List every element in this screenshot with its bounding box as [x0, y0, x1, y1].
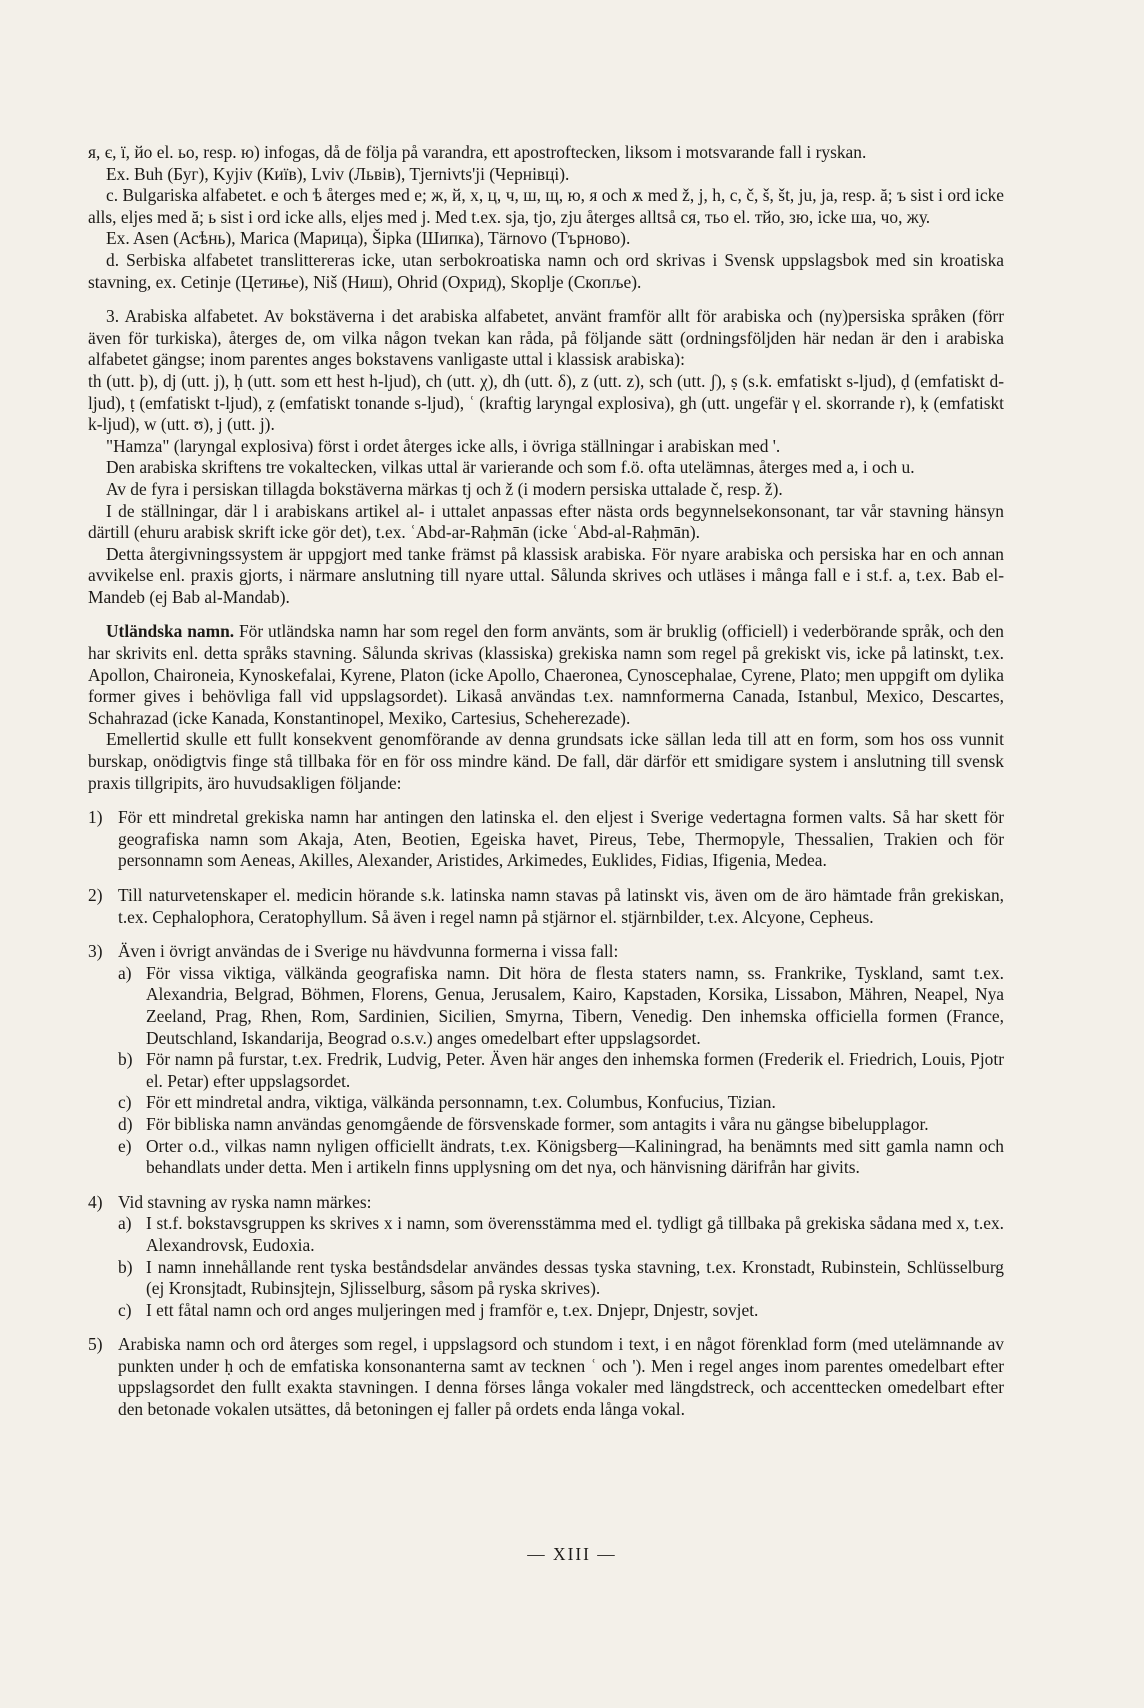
- item-letter: c): [118, 1299, 132, 1320]
- item-number: 4): [88, 1191, 103, 1212]
- item-number: 1): [88, 807, 103, 828]
- list-item-3e: [88, 1136, 1004, 1179]
- para-bulgarian-examples: Ex. Asen (Асѣнь), Marica (Марица), Šipka (Шипка), Tärnovo (Търново).: [106, 228, 631, 249]
- list-item-4a: [88, 1213, 1004, 1256]
- para-intro-ukrainian: я, є, ї, йо el. ьо, resp. ю) infogas, då de följa på varandra, ett apostroftecken, liksom i motsvarande fall i ryskan.: [88, 142, 867, 162]
- item-text: För ett mindretal grekiska namn har antingen den latinska el. den eljest i Sverige vedertagna formen valts. Så har skett för geografiska namn som Akaja, Aten, Beotien, Egeiska havet, Pireus, Tebe, Thermopyle, Thessalien, Trakien och för personnamn som Aeneas, Akilles, Alexander, Aristides, Arkimedes, Euklides, Fidias, Ifigenia, Medea.: [118, 807, 1004, 871]
- marker-d: d.: [106, 249, 120, 270]
- item-text: För vissa viktiga, välkända geografiska namn. Dit höra de flesta staters namn, ss. Frankrike, Tyskland, samt t.ex. Alexandria, Belgrad, Böhmen, Florens, Genua, Jerusalem, Kairo, Kapstaden, Korsika, Lissabon, Mähren, Neapel, Nya Zeeland, Prag, Rhen, Rom, Sardinien, Sicilien, Smyrna, Tibern, Venedig. Den inhemska officiella formen (France, Deutschland, Iskandarija, Beograd o.s.v.) anges omedelbart efter uppslagsordet.: [146, 962, 1004, 1048]
- para-persian: Av de fyra i persiskan tillagda bokstäverna märkas tj och ž (i modern persiska uttalade č, resp. ž).: [106, 478, 783, 499]
- list-item-4b: [88, 1257, 1004, 1300]
- list-item-1: [88, 807, 1004, 872]
- list-item-5: [88, 1334, 1004, 1420]
- item-text: Även i övrigt användas de i Sverige nu hävdvunna formerna i vissa fall:: [118, 941, 619, 962]
- item-number: 3): [88, 941, 103, 962]
- bulgarian-text: Bulgariska alfabetet. e och ѣ återges med e; ж, й, х, ц, ч, ш, щ, ю, я och ѫ med ž, j, h, c, č, š, št, ju, ja, resp. ă; ъ sist i ord icke alls, eljes med ă; ь sist i ord icke alls, eljes med j. Med t.ex. sja, tjo, zju återges alltså ся, тьо el. тйо, зю, icke ша, чо, жу.: [88, 185, 1004, 227]
- para-arabic-letters: th (utt. þ), dj (utt. j), ḥ (utt. som ett hest h-ljud), ch (utt. χ), dh (utt. δ), z (utt. z), sch (utt. ʃ), ṣ (s.k. emfatiskt s-ljud), ḍ (emfatiskt d-ljud), ṭ (emfatiskt t-ljud), ẓ (emfatiskt tonande s-ljud), ʿ (kraftig laryngal explosiva), gh (utt. ungefär γ el. skorrande r), ḳ (emfatiskt k-ljud), w (utt. ʊ), j (utt. j).: [88, 370, 1004, 435]
- body-text: [88, 142, 1004, 1421]
- foreign-names-text: För utländska namn har som regel den form använts, som är bruklig (officiell) i vederbörande språk, och den har skrivits enl. detta språks stavning. Sålunda skrivas (klassiska) grekiska namn som regel på grekiskt vis, icke på latinskt, t.ex. Apollon, Chaironeia, Kynoskefalai, Kyrene, Platon (icke Apollo, Chaeronea, Cynoscephalae, Cyrene, Plato; men uppgift om dylika former gives i behövliga fall vid uppslagsordet). Likaså användas t.ex. namnformerna Canada, Istanbul, Mexico, Descartes, Schahrazad (icke Kanada, Konstantinopel, Mexiko, Cartesius, Scheherezade).: [88, 621, 1004, 728]
- para-vowels: Den arabiska skriftens tre vokaltecken, vilkas uttal är varierande och som f.ö. ofta utelämnas, återges med a, i och u.: [106, 457, 915, 478]
- marker-3: 3.: [106, 306, 120, 327]
- item-text: I ett fåtal namn och ord anges muljeringen med j framför e, t.ex. Dnjepr, Dnjestr, sovjet.: [146, 1299, 759, 1320]
- para-however: Emellertid skulle ett fullt konsekvent genomförande av denna grundsats icke sällan leda till att en form, som hos oss vunnit burskap, onödigtvis finge stå tillbaka för en för oss mindre känd. De fall, där därför ett smidigare system i anslutning till svensk praxis tillgripits, äro huvudsakligen följande:: [88, 729, 1004, 793]
- list-item-3b: [88, 1049, 1004, 1092]
- item-text: För namn på furstar, t.ex. Fredrik, Ludvig, Peter. Även här anges den inhemska formen (Frederik el. Friedrich, Louis, Pjotr el. Petar) efter uppslagsordet.: [146, 1049, 1004, 1091]
- page-number: — XIII —: [527, 1544, 617, 1564]
- item-letter: a): [118, 962, 132, 983]
- para-article: I de ställningar, där l i arabiskans artikel al- i uttalet anpassas efter nästa ords begynnelsekonsonant, tar vår stavning hänsyn därtill (ehuru arabisk skrift icke gör det), t.ex. ʿAbd-ar-Raḥmān (icke ʿAbd-al-Raḥmān).: [88, 500, 1004, 543]
- para-serbian: [88, 250, 1004, 293]
- item-number: 2): [88, 885, 103, 905]
- item-text: För ett mindretal andra, viktiga, välkända personnamn, t.ex. Columbus, Konfucius, Tizian.: [146, 1092, 776, 1113]
- para-ukrainian-examples: Ex. Buh (Буг), Kyjiv (Київ), Lviv (Львів), Tjernivts'ji (Чернівці).: [106, 163, 570, 184]
- item-text: Vid stavning av ryska namn märkes:: [118, 1191, 372, 1212]
- item-letter: b): [118, 1049, 133, 1070]
- list-item-4c: [88, 1300, 1004, 1322]
- item-number: 5): [88, 1334, 103, 1355]
- list-item-4: [88, 1192, 1004, 1214]
- list-item-2: [88, 885, 1004, 928]
- item-letter: c): [118, 1092, 132, 1113]
- item-letter: e): [118, 1135, 132, 1156]
- list-item-3: [88, 941, 1004, 963]
- item-text: För bibliska namn användas genomgående de försvenskade former, som antagits i våra nu gängse bibelupplagor.: [146, 1113, 929, 1134]
- item-letter: b): [118, 1256, 133, 1277]
- item-text: Orter o.d., vilkas namn nyligen officiellt ändrats, t.ex. Königsberg—Kaliningrad, ha benämnts med sitt gamla namn och behandlats under detta. Men i artikeln finns upplysning om det nya, och hänvisning därifrån har givits.: [146, 1135, 1004, 1178]
- list-item-3c: [88, 1092, 1004, 1114]
- item-letter: d): [118, 1113, 133, 1134]
- item-text: I namn innehållande rent tyska beståndsdelar användes dessas tyska stavning, t.ex. Kronstadt, Rubinstein, Schlüsselburg (ej Kronsjtadt, Rubinsjtejn, Sjlisselburg, såsom på ryska skrives).: [146, 1256, 1004, 1299]
- serbian-text: Serbiska alfabetet translittereras icke, utan serbokroatiska namn och ord skrivas i Svensk uppslagsbok med sin kroatiska stavning, ex. Cetinje (Цетиње), Niš (Ниш), Ohrid (Охрид), Skoplje (Скопље).: [88, 249, 1004, 292]
- arabic-text: Arabiska alfabetet. Av bokstäverna i det arabiska alfabetet, använt framför allt för arabiska och (ny)persiska språken (förr även för turkiska), återges de, om vilka någon tvekan kan råda, på följande sätt (ordningsföljden här nedan är den i arabiska alfabetet gängse; inom parentes anges bokstavens vanligaste uttal i klassisk arabiska):: [88, 306, 1004, 370]
- para-arabic: [88, 306, 1004, 371]
- para-bulgarian: [88, 185, 1004, 228]
- para-foreign-names: [88, 621, 1004, 729]
- item-text: Till naturvetenskaper el. medicin hörande s.k. latinska namn stavas på latinskt vis, även om de äro hämtade från grekiskan, t.ex. Cephalophora, Ceratophyllum. Så även i regel namn på stjärnor el. stjärnbilder, t.ex. Alcyone, Cepheus.: [118, 885, 1004, 927]
- list-item-3d: [88, 1114, 1004, 1136]
- foreign-names-heading: Utländska namn.: [106, 621, 235, 642]
- para-system: Detta återgivningssystem är uppgjort med tanke främst på klassisk arabiska. För nyare arabiska och persiska har en och annan avvikelse enl. praxis gjorts, i närmare anslutning till nyare uttal. Sålunda skrives och utläses i många fall e i st.f. a, t.ex. Bab el-Mandeb (ej Bab al-Mandab).: [88, 543, 1004, 607]
- para-hamza: "Hamza" (laryngal explosiva) först i ordet återges icke alls, i övriga ställningar i arabiskan med '.: [106, 435, 781, 456]
- item-text: I st.f. bokstavsgruppen ks skrives x i namn, som överensstämma med el. tydligt gå tillbaka på grekiska sådana med x, t.ex. Alexandrovsk, Eudoxia.: [146, 1213, 1004, 1255]
- marker-c: c.: [106, 185, 119, 206]
- item-letter: a): [118, 1213, 132, 1234]
- item-text: Arabiska namn och ord återges som regel, i uppslagsord och stundom i text, i en något förenklad form (med utelämnande av punkten under ḥ och de emfatiska konsonanterna samt av tecknen ʿ och '). Men i regel anges inom parentes omedelbart efter uppslagsordet den fullt exakta stavningen. I denna förses långa vokaler med längdstreck, och accenttecken omedelbart efter den betonade vokalen utsättes, då betoningen ej faller på ordets enda långa vokal.: [118, 1334, 1004, 1420]
- list-item-3a: [88, 963, 1004, 1049]
